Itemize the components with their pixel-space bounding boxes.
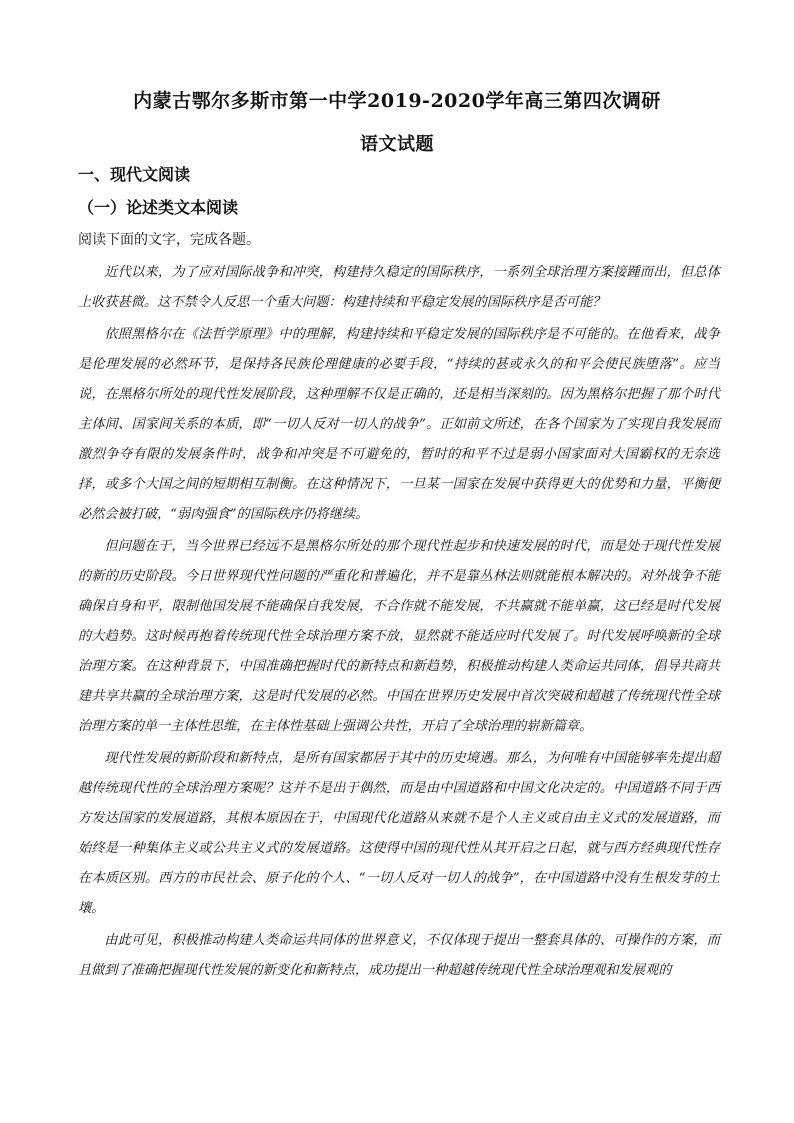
passage-body	[78, 258, 720, 988]
paragraph: 现代性发展的新阶段和新特点，是所有国家都居于其中的历史境遇。那么，为何唯有中国能够率先提出超越传统现代性的全球治理方案呢？这并不是出于偶然，而是由中国道路和中国文化决定的。中国道路不同于西方发达国家的发展道路，其根本原因在于，中国现代化道路从来就不是个人主义或自由主义式的发展道路，而始终是一种集体主义或公共主义式的发展道路。这使得中国的现代性从其开启之日起，就与西方经典现代性存在本质区别。西方的市民社会、原子化的个人、“一切人反对一切人的战争”，在中国道路中没有生根发芽的土壤。	[78, 751, 720, 916]
document-subtitle: 语文试题	[360, 134, 434, 155]
document-title: 内蒙古鄂尔多斯市第一中学2019-2020学年高三第四次调研	[133, 90, 661, 112]
paragraph: 近代以来，为了应对国际战争和冲突，构建持久稳定的国际秩序，一系列全球治理方案接踵而出，但总体上收获甚微。这不禁令人反思一个重大问题：构建持续和平稳定发展的国际秩序是否可能？	[78, 265, 720, 310]
paragraph: 但问题在于，当今世界已经远不是黑格尔所处的那个现代性起步和快速发展的时代，而是处于现代性发展的新的历史阶段。今日世界现代性问题的严重化和普遍化，并不是靠丛林法则就能根本解决的。对外战争不能确保自身和平，限制他国发展不能确保自我发展，不合作就不能发展，不共赢就不能单赢，这已经是时代发展的大趋势。这时候再抱着传统现代性全球治理方案不放，显然就不能适应时代发展了。时代发展呼唤新的全球治理方案。在这种背景下，中国准确把握时代的新特点和新趋势，积极推动构建人类命运共同体，倡导共商共建共享共赢的全球治理方案，这是时代发展的必然。中国在世界历史发展中首次突破和超越了传统现代性全球治理方案的单一主体性思维，在主体性基础上强调公共性，开启了全球治理的崭新篇章。	[78, 539, 720, 734]
paragraph: 由此可见，积极推动构建人类命运共同体的世界意义，不仅体现于提出一整套具体的、可操作的方案，而且做到了准确把握现代性发展的新变化和新特点，成功提出一种超越传统现代性全球治理观和发展观的	[78, 933, 720, 978]
paragraph: 依照黑格尔在《法哲学原理》中的理解，构建持续和平稳定发展的国际秩序是不可能的。在他看来，战争是伦理发展的必然环节，是保持各民族伦理健康的必要手段，“持续的甚或永久的和平会使民族堕落”。应当说，在黑格尔所处的现代性发展阶段，这种理解不仅是正确的，还是相当深刻的。因为黑格尔把握了那个时代主体间、国家间关系的本质，即“一切人反对一切人的战争”。正如前文所述，在各个国家为了实现自我发展而激烈争夺有限的发展条件时，战争和冲突是不可避免的，暂时的和平不过是弱小国家面对大国霸权的无奈选择，或多个大国之间的短期相互制衡。在这种情况下，一旦某一国家在发展中获得更大的优势和力量，平衡便必然会被打破，“弱肉强食”的国际秩序仍将继续。	[78, 327, 720, 522]
section-heading: 一、现代文阅读	[78, 165, 191, 184]
subsection-heading: （一）论述类文本阅读	[78, 198, 239, 217]
reading-instruction: 阅读下面的文字，完成各题。	[78, 232, 260, 248]
